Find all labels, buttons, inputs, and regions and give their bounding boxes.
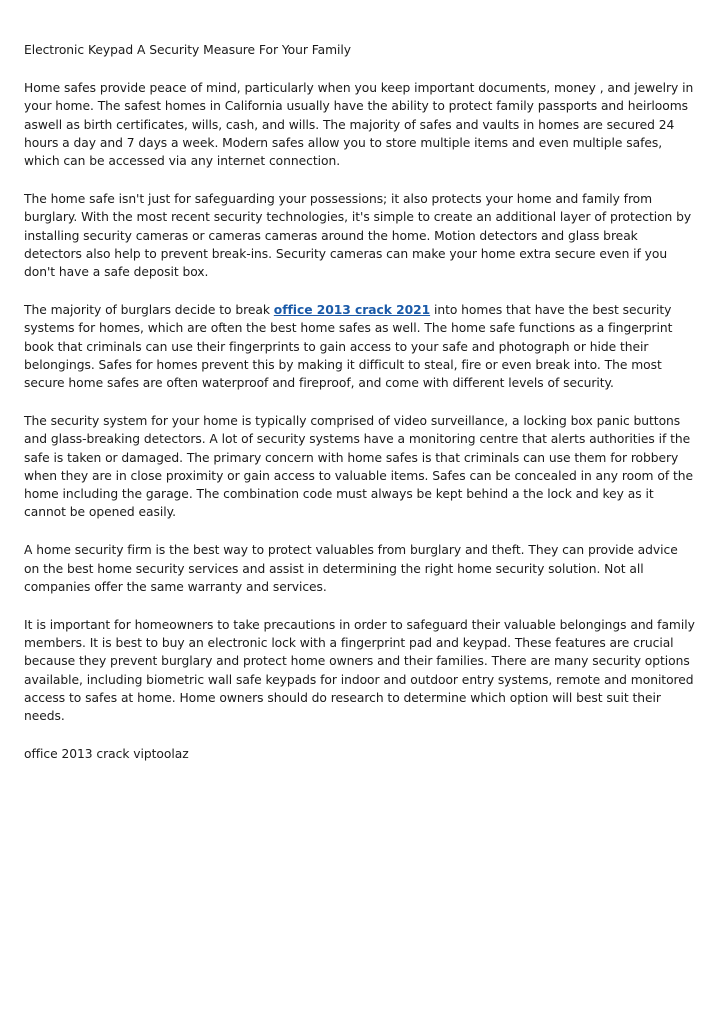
paragraph-3 xyxy=(24,301,696,392)
paragraph-6: It is important for homeowners to take precautions in order to safeguard their valuable belongings and family members. It is best to buy an electronic lock with a fingerprint pad and keypad. These features are crucial because they prevent burglary and protect home owners and their families. There are many security options available, including biometric wall safe keypads for indoor and outdoor entry systems, remote and monitored access to safes at home. Home owners should do research to determine which option will best suit their needs. xyxy=(24,618,695,724)
document-title: Electronic Keypad A Security Measure For Your Family xyxy=(24,43,352,57)
paragraph-4: The security system for your home is typically comprised of video surveillance, a locking box panic buttons and glass-breaking detectors. A lot of security systems have a monitoring centre that alerts authorities if the safe is taken or damaged. The primary concern with home safes is that criminals can use them for robbery when they are in close proximity or gain access to valuable items. Safes can be concealed in any room of the home including the garage. The combination code must always be kept behind a the lock and key as it cannot be opened easily. xyxy=(24,414,693,520)
footer-text: office 2013 crack viptoolaz xyxy=(24,747,189,762)
document-page xyxy=(24,41,696,764)
office-crack-link[interactable]: office 2013 crack 2021 xyxy=(273,303,431,318)
paragraph-2: The home safe isn't just for safeguarding your possessions; it also protects your home and family from burglary. With the most recent security technologies, it's simple to create an additional layer of protection by installing security cameras or cameras cameras around the home. Motion detectors and glass break detectors also help to prevent break-ins. Security cameras can make your home extra secure even if you don't have a safe deposit box. xyxy=(24,192,692,280)
paragraph-1: Home safes provide peace of mind, particularly when you keep important documents, money , and jewelry in your home. The safest homes in California usually have the ability to protect family passports and heirlooms aswell as birth certificates, wills, cash, and wills. The majority of safes and vaults in homes are secured 24 hours a day and 7 days a week. Modern safes allow you to store multiple items and even multiple safes, which can be accessed via any internet connection. xyxy=(24,81,694,169)
paragraph-3-text-after-link: into homes that have the best security systems for homes, which are often the best home safes as well. The home safe functions as a fingerprint book that criminals can use their fingerprints to gain access to your safe and photograph or hide their belongings. Safes for homes prevent this by making it difficult to steal, fire or even break into. The most secure home safes are often waterproof and fireproof, and come with different levels of security. xyxy=(24,303,673,391)
paragraph-3-text-before-link: The majority of burglars decide to break xyxy=(24,303,274,318)
paragraph-5: A home security firm is the best way to protect valuables from burglary and theft. They can provide advice on the best home security services and assist in determining the right home security solution. Not all companies offer the same warranty and services. xyxy=(24,543,678,594)
